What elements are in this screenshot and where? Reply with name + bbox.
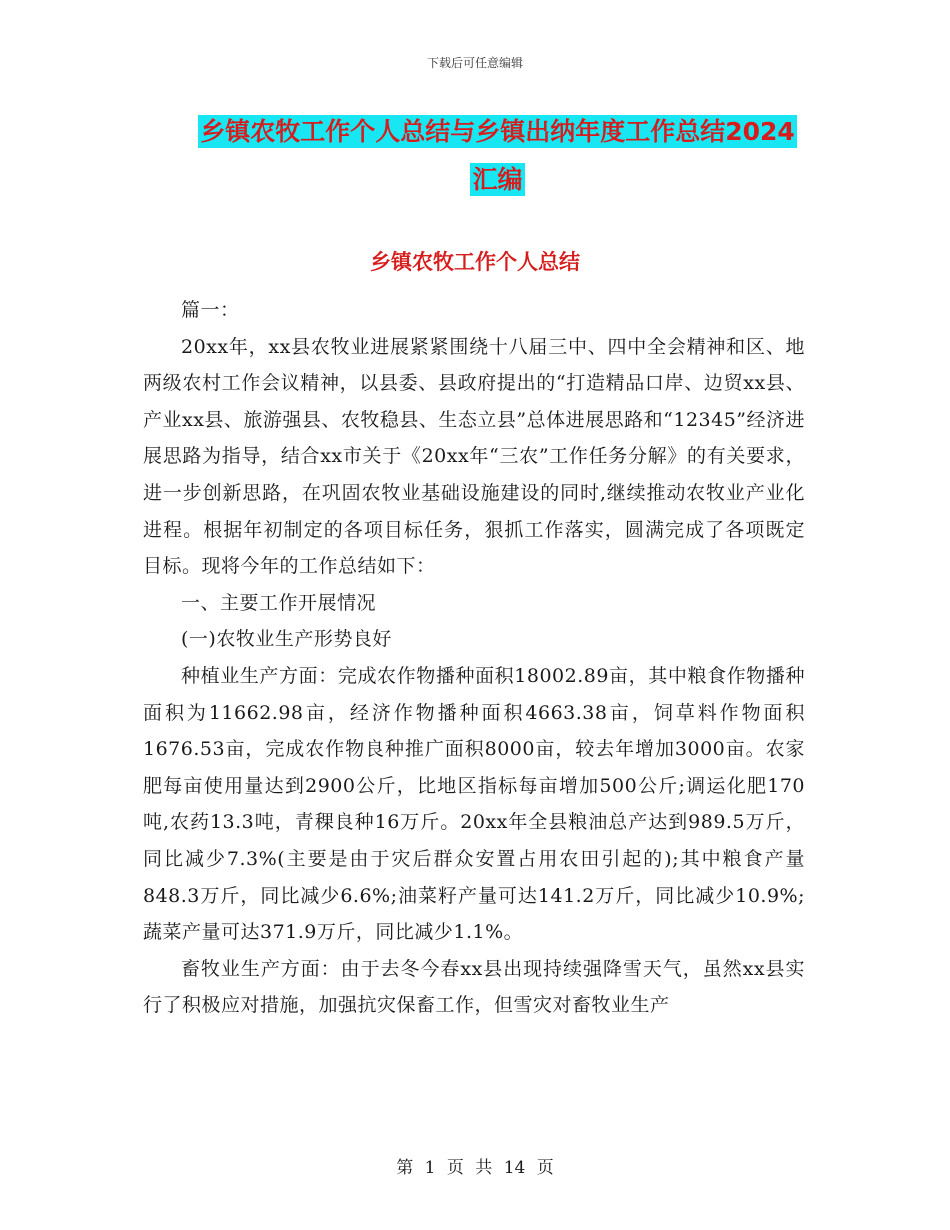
document-title [190, 108, 805, 204]
paragraph: 种植业生产方面：完成农作物播种面积18002.89亩，其中粮食作物播种面积为11662.98亩，经济作物播种面积4663.38亩，饲草料作物面积1676.53亩，完成农作物良种推广面积8000亩，较去年增加3000亩。农家肥每亩使用量达到2900公斤，比地区指标每亩增加500公斤;调运化肥170吨,农药13.3吨，青稞良种16万斤。20xx年全县粮油总产达到989.5万斤，同比减少7.3%(主要是由于灾后群众安置占用农田引起的);其中粮食产量848.3万斤，同比减少6.6%;油菜籽产量可达141.2万斤，同比减少10.9%;蔬菜产量可达371.9万斤，同比减少1.1%。 [143, 664, 805, 944]
paragraph: 篇一： [181, 299, 240, 321]
section-title: 乡镇农牧工作个人总结 [370, 250, 580, 274]
paragraph: 20xx年，xx县农牧业进展紧紧围绕十八届三中、四中全会精神和区、地两级农村工作会议精神，以县委、县政府提出的“打造精品口岸、边贸xx县、产业xx县、旅游强县、农牧稳县、生态立县”总体进展思路和“12345”经济进展思路为指导，结合xx市关于《20xx年“三农”工作任务分解》的有关要求，进一步创新思路，在巩固农牧业基础设施建设的同时,继续推动农牧业产业化进程。根据年初制定的各项目标任务，狠抓工作落实，圆满完成了各项既定目标。现将今年的工作总结如下： [143, 335, 806, 578]
paragraph: (一)农牧业生产形势良好 [181, 628, 392, 651]
body-text [143, 292, 805, 1024]
page-header-note: 下载后可任意编辑 [426, 56, 523, 70]
document-title-line1: 乡镇农牧工作个人总结与乡镇出纳年度工作总结2024 [200, 117, 795, 146]
page-number: 第 1 页 共 14 页 [396, 1158, 554, 1178]
paragraph: 一、主要工作开展情况 [181, 591, 377, 614]
paragraph: 畜牧业生产方面：由于去冬今春xx县出现持续强降雪天气，虽然xx县实行了积极应对措施，加强抗灾保畜工作，但雪灾对畜牧业生产 [143, 957, 805, 1017]
document-title-line2: 汇编 [472, 165, 523, 194]
